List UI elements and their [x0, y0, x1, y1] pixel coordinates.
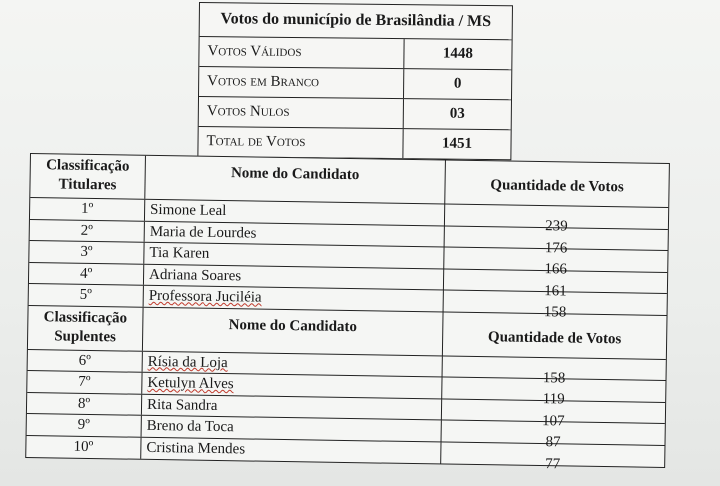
rank-cell: 2º [30, 220, 145, 242]
votes-value: 166 [544, 261, 568, 278]
votes-cell [444, 248, 667, 278]
votes-value: 161 [544, 282, 567, 299]
results-table [25, 153, 670, 472]
rank-cell: 6º [28, 349, 143, 371]
rank-cell: 9º [27, 414, 142, 436]
rank-cell: 3º [29, 241, 144, 263]
candidate-name-cell: Simone Leal [145, 200, 445, 225]
summary-label: Total de Votos [198, 127, 403, 158]
votes-value: 158 [542, 369, 566, 386]
summary-label: Votos Nulos [199, 97, 404, 128]
summary-value: 1448 [442, 45, 474, 62]
rank-cell: 7º [27, 371, 142, 393]
rank-cell: 10º [26, 435, 141, 458]
votes-value: 239 [545, 218, 568, 235]
votes-cell [441, 442, 664, 472]
column-header-classification: Classificação Suplentes [28, 305, 144, 350]
column-header-classification: Classificação Titulares [30, 154, 146, 199]
votes-cell [444, 269, 667, 299]
summary-value: 1451 [441, 135, 473, 152]
column-header-name: Nome do Candidato [143, 307, 444, 355]
votes-cell [442, 421, 665, 451]
votes-cell [444, 291, 667, 321]
votes-value: 176 [544, 239, 568, 256]
summary-value: 03 [449, 105, 465, 122]
candidate-name-cell: Rita Sandra [142, 394, 442, 419]
column-header-votes: Quantidade de Votos [487, 328, 622, 347]
summary-table [197, 2, 513, 160]
summary-row-blank [199, 67, 511, 100]
votes-cell [442, 399, 665, 429]
summary-value: 0 [453, 75, 462, 92]
rank-cell: 5º [29, 284, 144, 306]
votes-cell [443, 356, 666, 386]
votes-value: 158 [543, 304, 567, 321]
summary-row-total [198, 127, 510, 159]
votes-value: 107 [541, 412, 565, 429]
rank-cell: 4º [29, 263, 144, 285]
column-header-votes: Quantidade de Votos [490, 177, 624, 196]
candidate-name: Ketulyn Alves [147, 374, 234, 393]
column-header-name: Nome do Candidato [145, 156, 446, 204]
summary-label: Votos em Branco [199, 67, 404, 98]
summary-label: Votos Válidos [199, 37, 404, 68]
candidate-name-cell: Adriana Soares [144, 264, 444, 289]
votes-cell [442, 378, 665, 408]
candidate-name-cell: Maria de Lourdes [145, 221, 445, 246]
candidate-name-cell: Breno da Toca [142, 416, 442, 441]
votes-value: 87 [545, 434, 561, 451]
summary-title: Votos do município de Brasilândia / MS [200, 3, 512, 40]
candidate-name: Professora Juciléia [148, 287, 262, 306]
votes-value: 77 [545, 455, 561, 472]
votes-cell [445, 205, 668, 235]
rank-cell: 1º [30, 198, 145, 220]
rank-cell: 8º [27, 392, 142, 414]
votes-cell [445, 226, 668, 256]
candidate-name-cell: Cristina Mendes [141, 437, 441, 463]
summary-row-valid [199, 37, 511, 70]
summary-row-null [199, 97, 511, 130]
candidate-name-cell: Tia Karen [144, 243, 444, 268]
votes-value: 119 [542, 391, 565, 408]
candidate-name: Rísia da Loja [147, 353, 228, 371]
